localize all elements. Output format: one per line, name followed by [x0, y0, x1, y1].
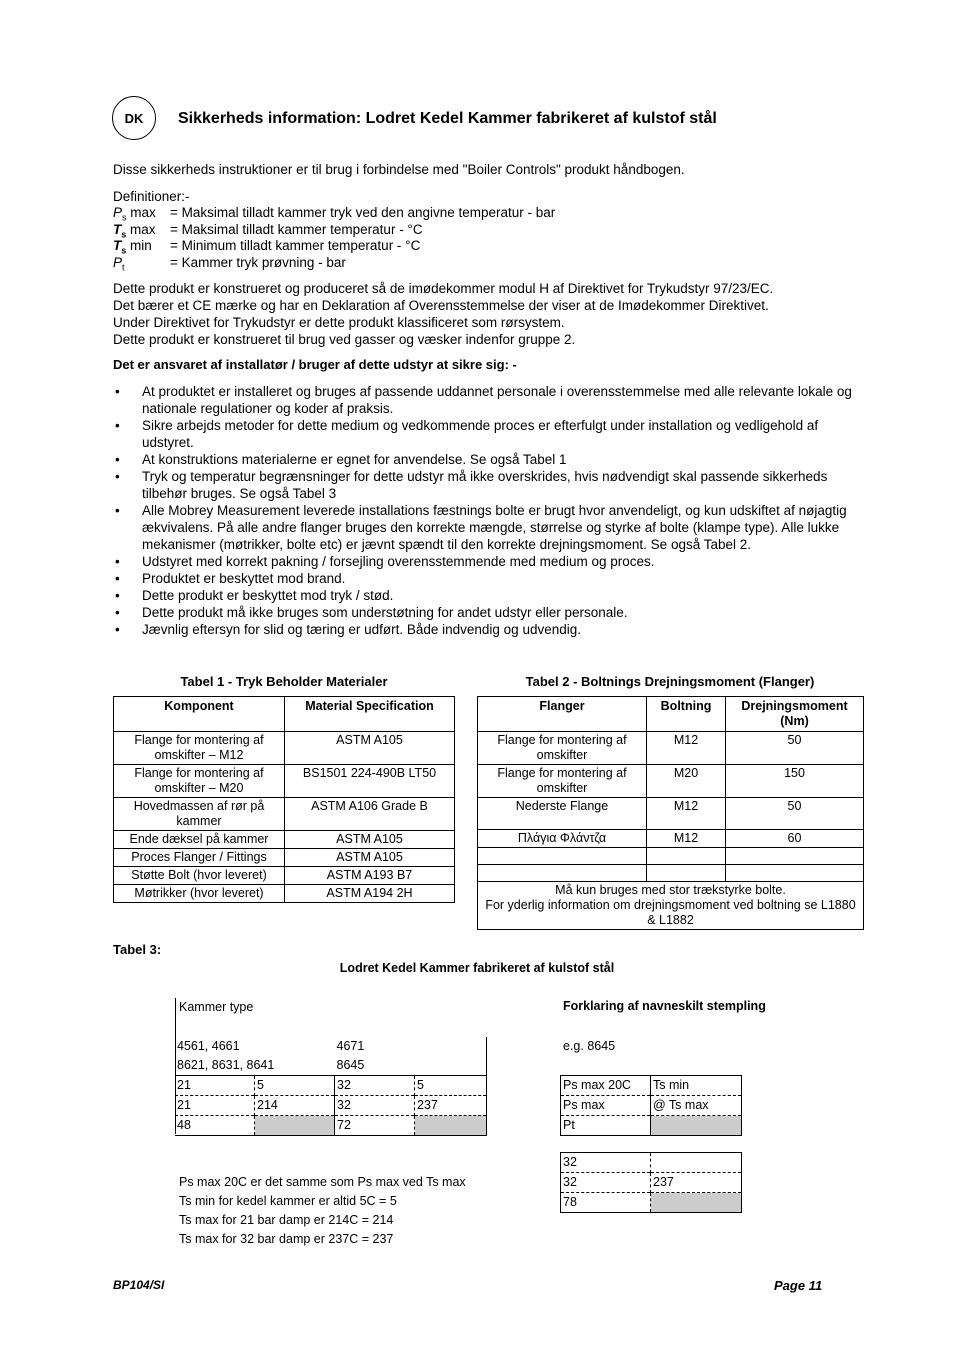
definitions-heading: Definitioner:- — [113, 189, 190, 204]
list-item: • Alle Mobrey Measurement leverede installations fæstnings bolte er brugt hvor anvendeligt, og kun udskiftet af nøjagtig ækvivalens. På alle andre flanger bruges den korrekte mængde, størrelse og styrke af bolte (klampe type). Alle lukke mekanismer (møtrikker, bolte etc) er jævnt spændt til den korrekte drejningsmoment. Se også Tabel 2. — [113, 502, 858, 553]
table-row: Pt — [561, 1116, 742, 1136]
table-note-row: Må kun bruges med stor trækstyrke bolte. For yderlig information om drejningsmoment ved boltning se L1880 & L1882 — [478, 882, 864, 930]
table-row: Proces Flanger / Fittings ASTM A105 — [114, 849, 455, 867]
table-row — [478, 865, 864, 882]
list-item: • At produktet er installeret og bruges af passende uddannet personale i overensstemmelse med alle relevante lokale og nationale regulationer og koder af praksis. — [113, 383, 858, 417]
legend-example: e.g. 8645 — [563, 1039, 616, 1053]
materials-table — [113, 696, 455, 903]
table-header: Material Specification — [285, 697, 455, 732]
list-item: • At konstruktions materialerne er egnet for anvendelse. Se også Tabel 1 — [113, 451, 858, 468]
language-badge: DK — [112, 96, 156, 140]
table-row: 4561, 4661 4671 — [177, 1039, 365, 1053]
list-item: • Dette produkt må ikke bruges som understøtning for andet udstyr eller personale. — [113, 604, 858, 621]
table-row: Møtrikker (hvor leveret) ASTM A194 2H — [114, 885, 455, 903]
table-header: Drejningsmoment (Nm) — [726, 697, 864, 732]
definition-row: $P_t$ = Kammer tryk prøvning - bar — [113, 255, 346, 273]
list-item: • Sikre arbejds metoder for dette medium og vedkommende proces er efterfulgt under installation og vedligehold af udstyret. — [113, 417, 858, 451]
page-title: Sikkerheds information: Lodret Kedel Kammer fabrikeret af kulstof stål — [178, 110, 717, 127]
table-row: 21 214 32 237 — [175, 1096, 487, 1116]
table-row: Hovedmassen af rør på kammer ASTM A106 Grade B — [114, 798, 455, 831]
list-item: • Produktet er beskyttet mod brand. — [113, 570, 858, 587]
table3-notes — [179, 1173, 466, 1249]
table1-caption: Tabel 1 - Tryk Beholder Materialer — [180, 674, 388, 689]
list-item: • Jævnlig eftersyn for slid og tæring er udført. Både indvendig og udvendig. — [113, 621, 858, 638]
responsibility-list — [113, 383, 858, 638]
table3-subtitle: Lodret Kedel Kammer fabrikeret af kulstof stål — [339, 961, 615, 975]
footer-page-number: Page 11 — [774, 1278, 823, 1293]
note-line: Ts max for 21 bar damp er 214C = 214 — [179, 1213, 394, 1227]
responsibility-heading: Det er ansvaret af installatør / bruger af dette udstyr at sikre sig: - — [113, 357, 517, 372]
table-row: 32 237 — [561, 1173, 742, 1193]
kammer-type-label: Kammer type — [179, 1000, 254, 1014]
table3-label: Tabel 3: — [113, 942, 162, 957]
table-row: Flange for montering af omskifter M12 50 — [478, 732, 864, 765]
table-row — [478, 848, 864, 865]
table2-caption: Tabel 2 - Boltnings Drejningsmoment (Flanger) — [525, 674, 815, 689]
table-header: Komponent — [114, 697, 285, 732]
legend-title: Forklaring af navneskilt stempling — [563, 999, 766, 1013]
table-row: Flange for montering af omskifter M20 150 — [478, 765, 864, 798]
footer-doc-id: BP104/SI — [113, 1278, 165, 1292]
example-table — [560, 1152, 742, 1213]
table-row: 78 — [561, 1193, 742, 1213]
table-row: 32 — [561, 1153, 742, 1173]
definition-row: $P_s$ max = Maksimal tilladt kammer tryk ved den angivne temperatur - bar — [113, 205, 556, 223]
table-row: Ende dæksel på kammer ASTM A105 — [114, 831, 455, 849]
intro-text: Disse sikkerheds instruktioner er til brug i forbindelse med "Boiler Controls" produkt håndbogen. — [113, 162, 685, 177]
directive-paragraph: Dette produkt er konstrueret og produceret så de imødekommer modul H af Direktivet for Trykudstyr 97/23/EC. Det bærer et CE mærke og har en Deklaration af Overensstemmelse der viser at de Imødekommer Direktivet. Under Direktivet for Trykudstyr er dette produkt klassificeret som rørsystem. Dette produkt er konstrueret til brug ved gasser og væsker indenfor gruppe 2. — [113, 281, 774, 347]
table-row: Ps max @ Ts max — [561, 1096, 742, 1116]
note-line: Ps max 20C er det samme som Ps max ved Ts max — [179, 1175, 466, 1189]
torque-table — [477, 696, 864, 930]
list-item: • Dette produkt er beskyttet mod tryk / stød. — [113, 587, 858, 604]
definition-row: $T_s$ min = Minimum tilladt kammer temperatur - °C — [113, 238, 421, 256]
table-row: 8621, 8631, 8641 8645 — [175, 1056, 487, 1076]
list-item: • Tryk og temperatur begrænsninger for dette udstyr må ikke overskrides, hvis nødvendigt skal passende sikkerheds tilbehør bruges. Se også Tabel 3 — [113, 468, 858, 502]
table-row: Flange for montering af omskifter – M20 BS1501 224-490B LT50 — [114, 765, 455, 798]
table-header: Boltning — [647, 697, 726, 732]
list-item: • Udstyret med korrekt pakning / forsejling overensstemmende med medium og proces. — [113, 553, 858, 570]
kammer-type-table — [175, 1037, 487, 1136]
table-row: Støtte Bolt (hvor leveret) ASTM A193 B7 — [114, 867, 455, 885]
note-line: Ts max for 32 bar damp er 237C = 237 — [179, 1232, 394, 1246]
table-row: 48 72 — [175, 1116, 487, 1136]
table-row: Πλάγια Φλάντζα M12 60 — [478, 830, 864, 848]
table-row: Nederste Flange M12 50 — [478, 798, 864, 830]
definition-row: $T_s$ max = Maksimal tilladt kammer temperatur - °C — [113, 222, 423, 240]
note-line: Ts min for kedel kammer er altid 5C = 5 — [179, 1194, 397, 1208]
table-row: 21 5 32 5 — [175, 1076, 487, 1096]
table-row: Flange for montering af omskifter – M12 ASTM A105 — [114, 732, 455, 765]
table-header: Flanger — [478, 697, 647, 732]
legend-table — [560, 1075, 742, 1136]
table-row: Ps max 20C Ts min — [561, 1076, 742, 1096]
